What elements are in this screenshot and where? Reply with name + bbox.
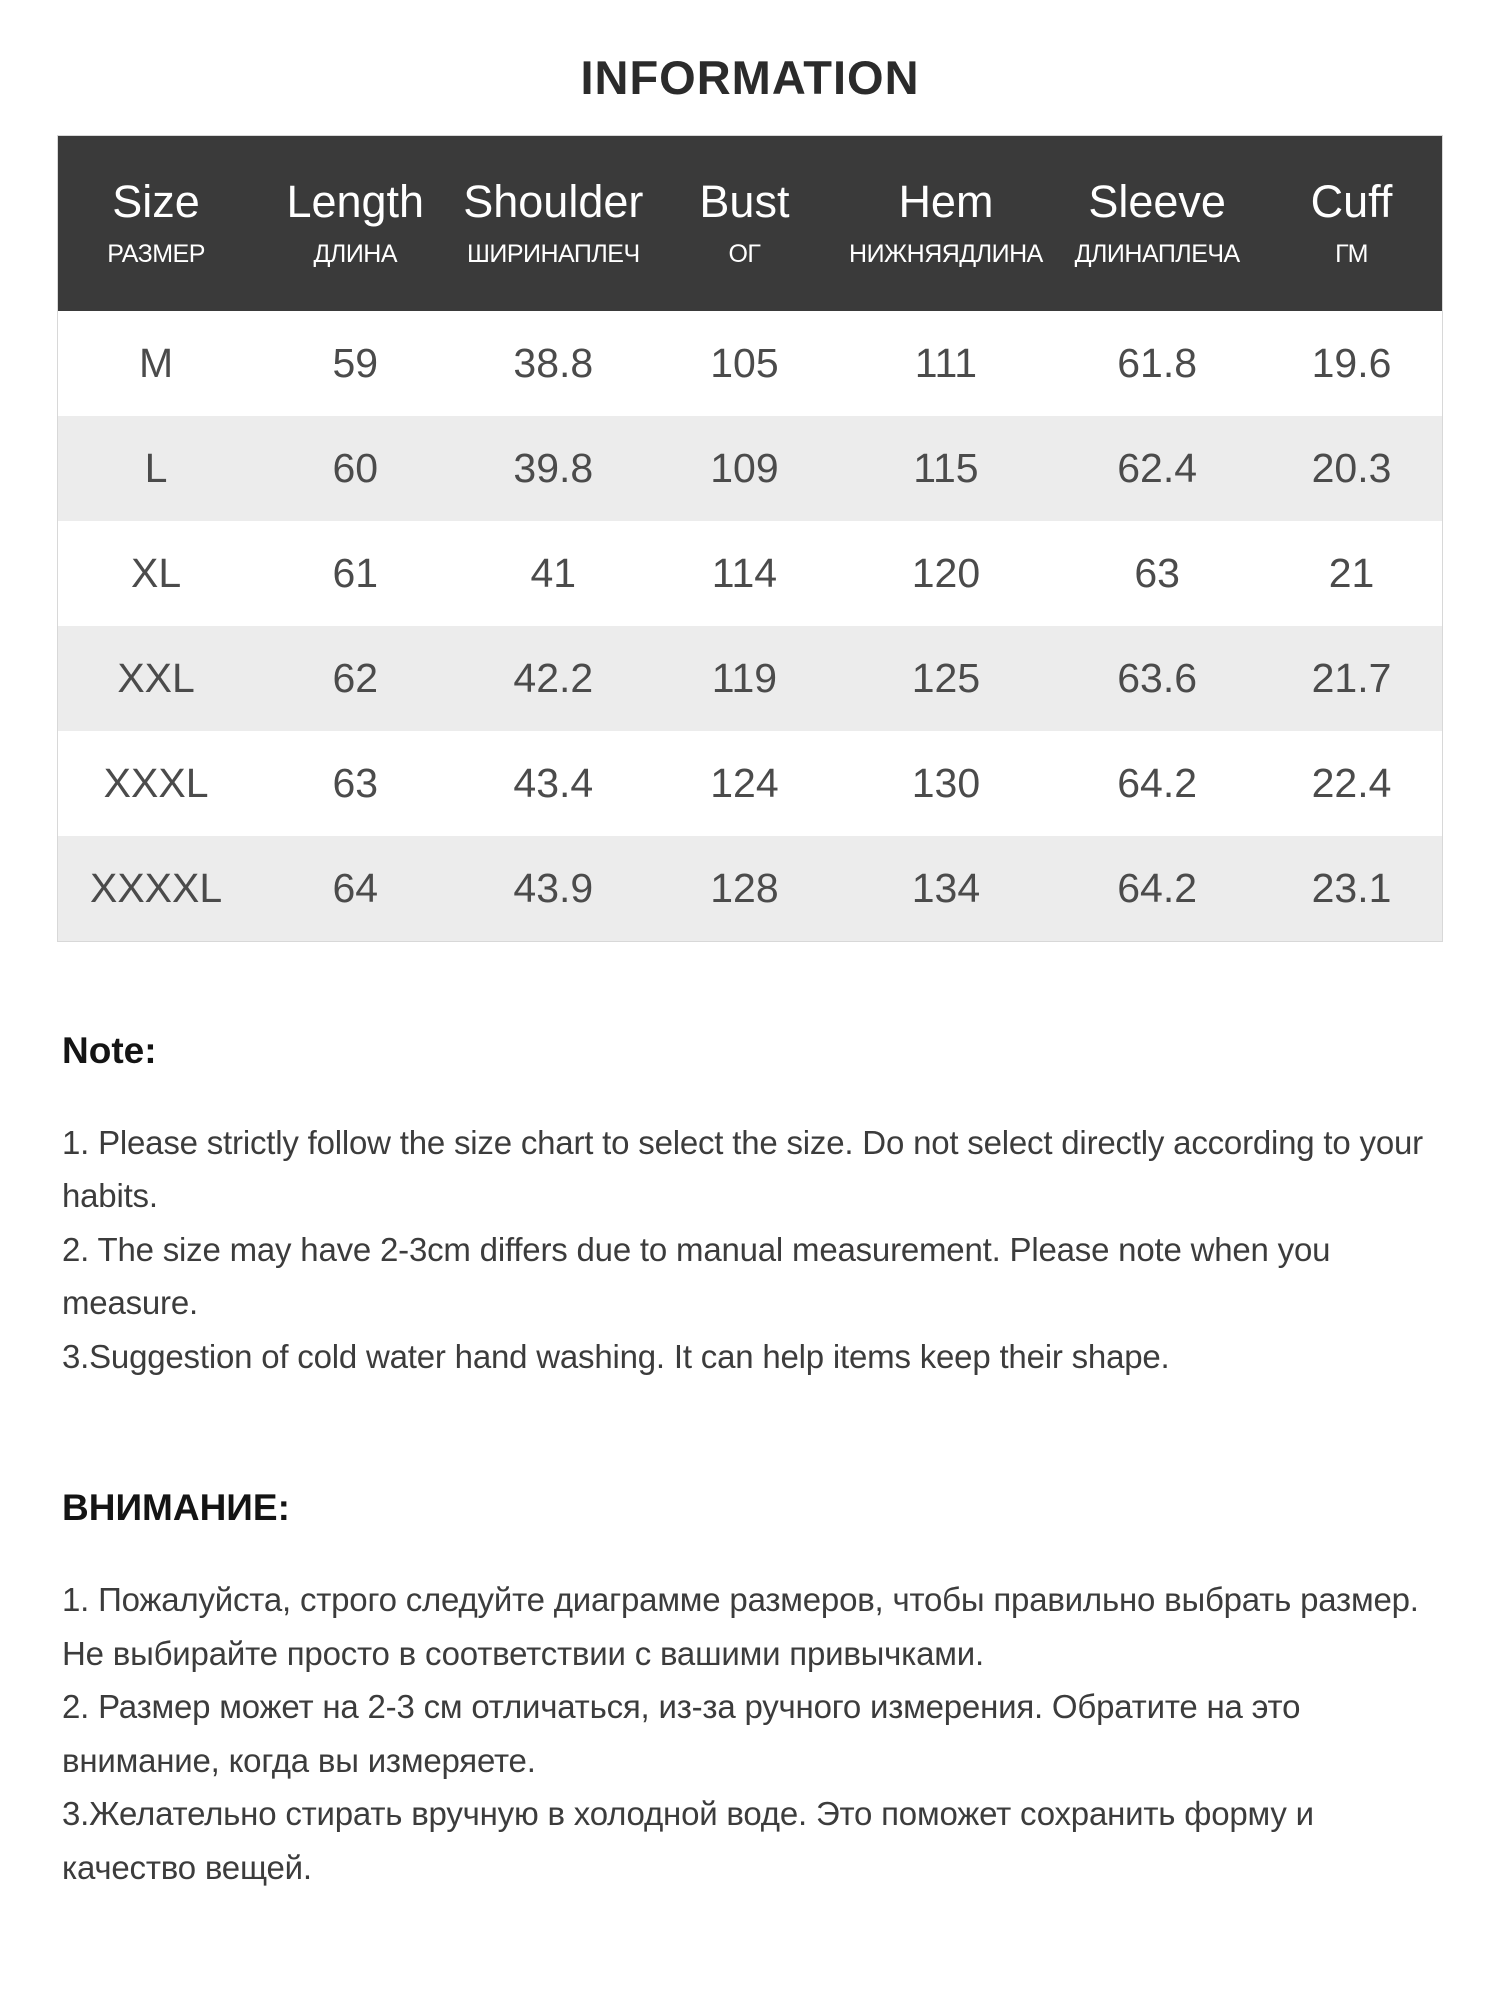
- measurement-cell: 128: [710, 865, 779, 911]
- size-label-cell: M: [139, 340, 174, 386]
- measurement-cell: 60: [332, 445, 379, 491]
- measurement-cell: 43.9: [513, 865, 594, 911]
- measurement-cell: 64: [332, 865, 379, 911]
- header-row: [58, 136, 1443, 312]
- note-item-3: 3.Suggestion of cold water hand washing. It can help items keep their shape.: [62, 1337, 1170, 1375]
- measurement-cell: 62.4: [1117, 445, 1198, 491]
- size-row-xxxxl: [58, 836, 1443, 942]
- note-body: [62, 1116, 1442, 1383]
- measurement-cell: 42.2: [513, 655, 594, 701]
- size-row-xl: [58, 521, 1443, 626]
- attention-body: [62, 1573, 1442, 1894]
- measurement-cell: 61: [332, 550, 379, 596]
- page-title: INFORMATION: [580, 51, 920, 104]
- size-label-cell: L: [144, 445, 168, 491]
- size-row-m: [58, 311, 1443, 416]
- measurement-cell: 105: [710, 340, 779, 386]
- column-header-ru: ДЛИНАПЛЕЧА: [1074, 239, 1240, 268]
- measurement-cell: 63: [332, 760, 379, 806]
- note-item-2: 2. The size may have 2-3cm differs due to manual measurement. Please note when you measure.: [62, 1230, 1331, 1322]
- measurement-cell: 109: [710, 445, 779, 491]
- measurement-cell: 63: [1134, 550, 1180, 596]
- column-header-ru: ШИРИНАПЛЕЧ: [466, 239, 640, 268]
- column-header-en: Hem: [898, 176, 994, 228]
- measurement-cell: 130: [911, 760, 981, 806]
- column-header-shoulder: [456, 136, 650, 312]
- size-table: [57, 135, 1443, 942]
- measurement-cell: 59: [332, 340, 379, 386]
- size-label-cell: XL: [131, 550, 182, 596]
- measurement-cell: 38.8: [513, 340, 594, 386]
- attention-item-2: 2. Размер может на 2-3 см отличаться, из-за ручного измерения. Обратите на это внимание, когда вы измеряете.: [62, 1688, 1301, 1779]
- measurement-cell: 23.1: [1311, 865, 1392, 911]
- size-label-cell: XXXXL: [89, 865, 223, 911]
- column-header-length: [254, 136, 456, 312]
- size-table-header: [58, 136, 1443, 312]
- size-row-xxl: [58, 626, 1443, 731]
- attention-item-3: 3.Желательно стирать вручную в холодной воде. Это поможет сохранить форму и качество вещей.: [62, 1795, 1314, 1886]
- column-header-en: Length: [286, 176, 425, 228]
- note-heading: Note:: [62, 1030, 157, 1071]
- measurement-cell: 21.7: [1311, 655, 1392, 701]
- attention-section: [62, 1487, 1442, 1894]
- measurement-cell: 120: [911, 550, 981, 596]
- measurement-cell: 22.4: [1311, 760, 1392, 806]
- size-label-cell: XXL: [117, 655, 195, 701]
- size-label-cell: XXXL: [103, 760, 209, 806]
- column-header-hem: [839, 136, 1054, 312]
- measurement-cell: 19.6: [1311, 340, 1392, 386]
- measurement-cell: 43.4: [513, 760, 594, 806]
- size-row-xxxl: [58, 731, 1443, 836]
- column-header-ru: РАЗМЕР: [107, 239, 205, 268]
- measurement-cell: 125: [911, 655, 981, 701]
- measurement-cell: 124: [710, 760, 779, 806]
- column-header-bust: [650, 136, 838, 312]
- column-header-ru: ДЛИНА: [313, 239, 398, 268]
- column-header-cuff: [1261, 136, 1442, 312]
- column-header-en: Shoulder: [463, 176, 644, 228]
- measurement-cell: 39.8: [513, 445, 594, 491]
- column-header-size: [58, 136, 255, 312]
- column-header-sleeve: [1053, 136, 1261, 312]
- measurement-cell: 64.2: [1117, 865, 1198, 911]
- measurement-cell: 61.8: [1117, 340, 1198, 386]
- column-header-en: Cuff: [1310, 176, 1393, 228]
- measurement-cell: 64.2: [1117, 760, 1198, 806]
- measurement-cell: 134: [911, 865, 981, 911]
- measurement-cell: 20.3: [1311, 445, 1392, 491]
- column-header-ru: ОГ: [728, 239, 761, 268]
- measurement-cell: 63.6: [1117, 655, 1198, 701]
- size-table-body: [58, 311, 1443, 942]
- measurement-cell: 114: [711, 550, 778, 596]
- measurement-cell: 62: [332, 655, 379, 701]
- column-header-en: Size: [112, 176, 200, 228]
- measurement-cell: 115: [913, 445, 979, 491]
- attention-item-1: 1. Пожалуйста, строго следуйте диаграмме размеров, чтобы правильно выбрать размер. Не выбирайте просто в соответствии с вашими привычками.: [62, 1581, 1419, 1672]
- column-header-en: Bust: [699, 176, 790, 228]
- size-row-l: [58, 416, 1443, 521]
- measurement-cell: 41: [530, 550, 577, 596]
- note-section: [62, 1030, 1442, 1383]
- column-header-en: Sleeve: [1088, 176, 1226, 228]
- column-header-ru: НИЖНЯЯДЛИНА: [849, 239, 1043, 268]
- attention-heading: ВНИМАНИЕ:: [62, 1487, 290, 1529]
- measurement-cell: 21: [1328, 550, 1375, 596]
- note-item-1: 1. Please strictly follow the size chart to select the size. Do not select directly according to your habits.: [62, 1124, 1423, 1215]
- measurement-cell: 119: [711, 655, 778, 701]
- measurement-cell: 111: [914, 340, 978, 386]
- column-header-ru: ГМ: [1335, 239, 1368, 268]
